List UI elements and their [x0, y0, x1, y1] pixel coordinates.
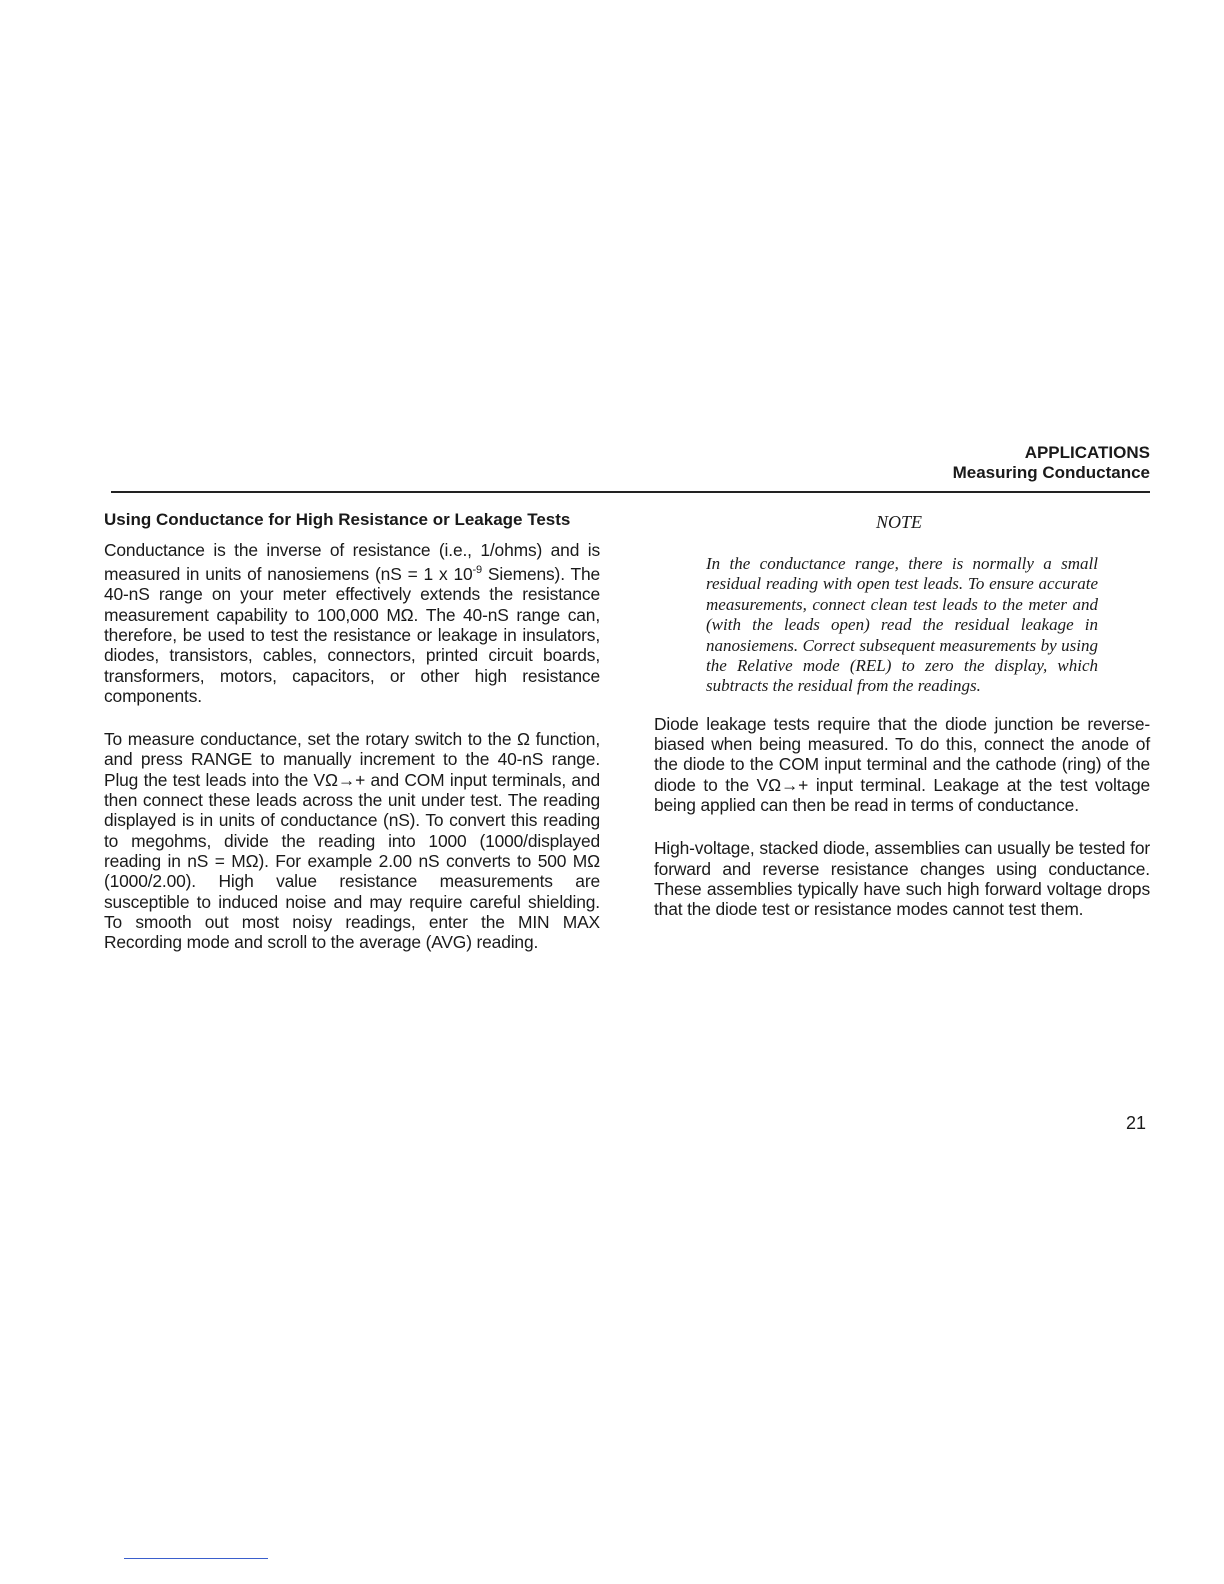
page-header — [953, 443, 1150, 483]
left-column — [104, 510, 600, 952]
section-title: Using Conductance for High Resistance or Leakage Tests — [104, 510, 571, 529]
footer-line — [124, 1558, 268, 1559]
note-body: In the conductance range, there is normally a small residual reading with open test leads. To ensure accurate measurements, connect clean test leads to the meter and (with the leads open) read the residual leakage in nanosiemens. Correct subsequent measurements by using the Relative mode (REL) to zero the display, which subtracts the residual from the readings. — [706, 554, 1098, 696]
note-title: NOTE — [875, 512, 922, 532]
header-rule — [111, 491, 1150, 493]
exponent: -9 — [472, 564, 482, 577]
conductance-intro-paragraph — [104, 540, 600, 706]
diode-leakage-paragraph: Diode leakage tests require that the diode junction be reverse-biased when being measured. To do this, connect the anode of the diode to the COM input terminal and the cathode (ring) of the diode to the VΩ→+ input terminal. Leakage at the test voltage being applied can then be read in terms of conductance. — [654, 713, 1150, 816]
intro-text-b: Siemens). The 40-nS range on your meter effectively extends the resistance measurement capability to 100,000 MΩ. The 40-nS range can, therefore, be used to test the resistance or leakage in insulators, diodes, transistors, cables, connectors, printed circuit boards, transformers, motors, capacitors, or other high resistance components. — [104, 564, 601, 706]
header-section: APPLICATIONS — [1024, 443, 1150, 462]
intro-text-a: Conductance is the inverse of resistance (i.e., 1/ohms) and is measured in units of nanosiemens (nS = 1 x 10 — [104, 540, 600, 585]
right-column — [654, 510, 1150, 920]
measure-conductance-paragraph: To measure conductance, set the rotary switch to the Ω function, and press RANGE to manually increment to the 40-nS range. Plug the test leads into the VΩ→+ and COM input terminals, and then connect these leads across the unit under test. The reading displayed is in units of conductance (nS). To convert this reading to megohms, divide the reading into 1000 (1000/displayed reading in nS = MΩ). For example 2.00 nS converts to 500 MΩ (1000/2.00). High value resistance measurements are susceptible to induced noise and may require careful shielding. To smooth out most noisy readings, enter the MIN MAX Recording mode and scroll to the average (AVG) reading. — [104, 729, 600, 953]
high-voltage-paragraph: High-voltage, stacked diode, assemblies can usually be tested for forward and reverse resistance changes using conductance. These assemblies typically have such high forward voltage drops that the diode test or resistance modes cannot test them. — [654, 838, 1150, 920]
page-number: 21 — [1125, 1113, 1146, 1133]
header-subsection: Measuring Conductance — [952, 463, 1150, 482]
